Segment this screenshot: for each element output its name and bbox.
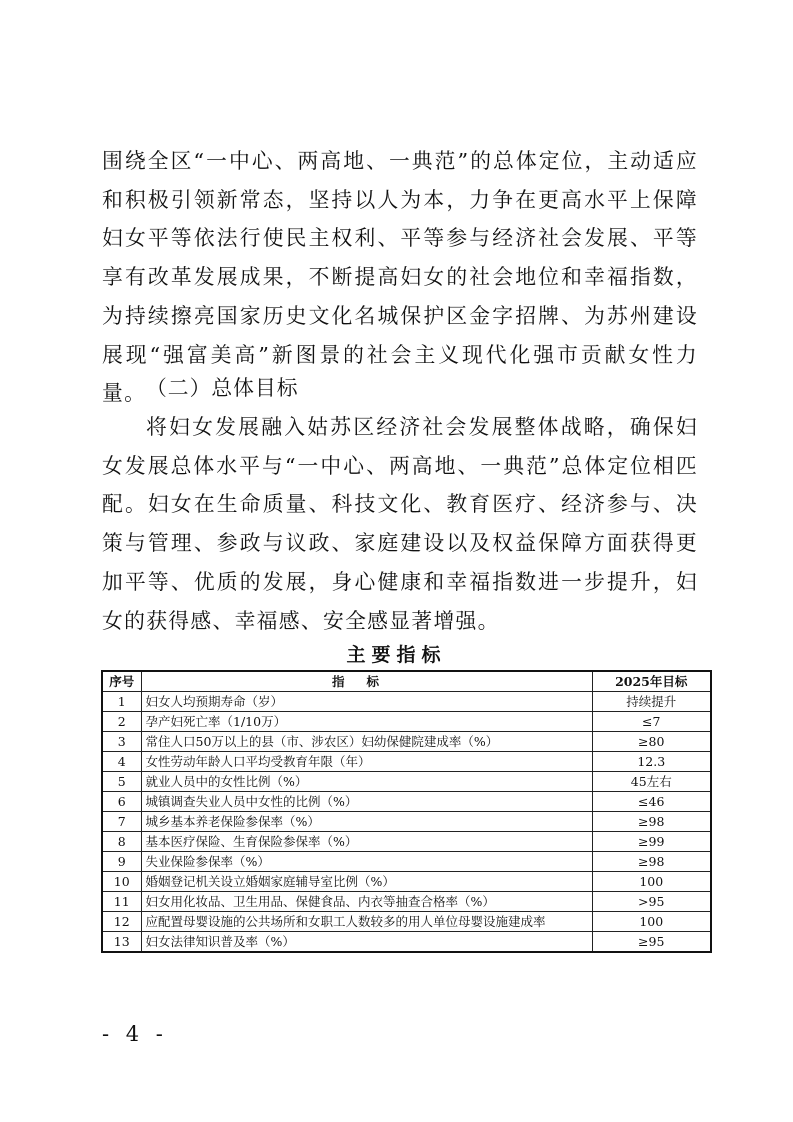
header-indicator: 指标 [141,671,592,692]
row-indicator: 应配置母婴设施的公共场所和女职工人数较多的用人单位母婴设施建成率 [141,912,592,932]
row-target: ≤7 [592,712,711,732]
row-indicator: 城乡基本养老保险参保率（%） [141,812,592,832]
row-target: ≥98 [592,812,711,832]
row-target: ≥99 [592,832,711,852]
row-no: 8 [102,832,141,852]
paragraph-overall-goal: 将妇女发展融入姑苏区经济社会发展整体战略，确保妇女发展总体水平与“一中心、两高地、一典范”总体定位相匹配。妇女在生命质量、科技文化、教育医疗、经济参与、决策与管理、参政与议政、家庭建设以及权益保障方面获得更加平等、优质的发展，身心健康和幸福指数进一步提升，妇女的获得感、幸福感、安全感显著增强。 [102,415,698,633]
row-indicator: 基本医疗保险、生育保险参保率（%） [141,832,592,852]
row-target: 45左右 [592,772,711,792]
table-row [102,872,711,892]
row-target: ≤46 [592,792,711,812]
table-row [102,812,711,832]
header-no: 序号 [102,671,141,692]
page-number: - 4 - [102,1022,168,1046]
row-target: ≥80 [592,732,711,752]
table-row [102,832,711,852]
table-row [102,772,711,792]
indicators-table [101,670,712,953]
row-indicator: 女性劳动年龄人口平均受教育年限（年） [141,752,592,772]
table-row [102,712,711,732]
row-no: 10 [102,872,141,892]
row-no: 12 [102,912,141,932]
row-target: >95 [592,892,711,912]
table-title: 主要指标 [346,644,447,666]
row-target: 100 [592,912,711,932]
row-target: 持续提升 [592,692,711,712]
row-indicator: 婚姻登记机关设立婚姻家庭辅导室比例（%） [141,872,592,892]
table-header-row [102,671,711,692]
table-row [102,792,711,812]
row-no: 2 [102,712,141,732]
table-row [102,852,711,872]
row-indicator: 妇女法律知识普及率（%） [141,932,592,953]
table-row [102,732,711,752]
row-no: 3 [102,732,141,752]
row-indicator: 孕产妇死亡率（1/10万） [141,712,592,732]
row-indicator: 妇女人均预期寿命（岁） [141,692,592,712]
row-no: 1 [102,692,141,712]
row-no: 7 [102,812,141,832]
row-indicator: 失业保险参保率（%） [141,852,592,872]
row-indicator: 城镇调查失业人员中女性的比例（%） [141,792,592,812]
row-no: 5 [102,772,141,792]
table-row [102,692,711,712]
paragraph-overall-orientation: 围绕全区“一中心、两高地、一典范”的总体定位，主动适应和积极引领新常态，坚持以人为本，力争在更高水平上保障妇女平等依法行使民主权利、平等参与经济社会发展、平等享有改革发展成果，不断提高妇女的社会地位和幸福指数，为持续擦亮国家历史文化名城保护区金字招牌、为苏州建设展现“强富美高”新图景的社会主义现代化强市贡献女性力量。 [102,149,698,406]
row-indicator: 常住人口50万以上的县（市、涉农区）妇幼保健院建成率（%） [141,732,592,752]
row-indicator: 妇女用化妆品、卫生用品、保健食品、内衣等抽查合格率（%） [141,892,592,912]
section-subheading: （二）总体目标 [146,376,299,400]
header-target: 2025年目标 [592,671,711,692]
table-row [102,912,711,932]
table-row [102,752,711,772]
row-target: 12.3 [592,752,711,772]
row-no: 13 [102,932,141,953]
row-indicator: 就业人员中的女性比例（%） [141,772,592,792]
table-row [102,932,711,953]
row-no: 9 [102,852,141,872]
row-no: 11 [102,892,141,912]
row-target: 100 [592,872,711,892]
table-row [102,892,711,912]
row-target: ≥98 [592,852,711,872]
row-target: ≥95 [592,932,711,953]
row-no: 4 [102,752,141,772]
row-no: 6 [102,792,141,812]
